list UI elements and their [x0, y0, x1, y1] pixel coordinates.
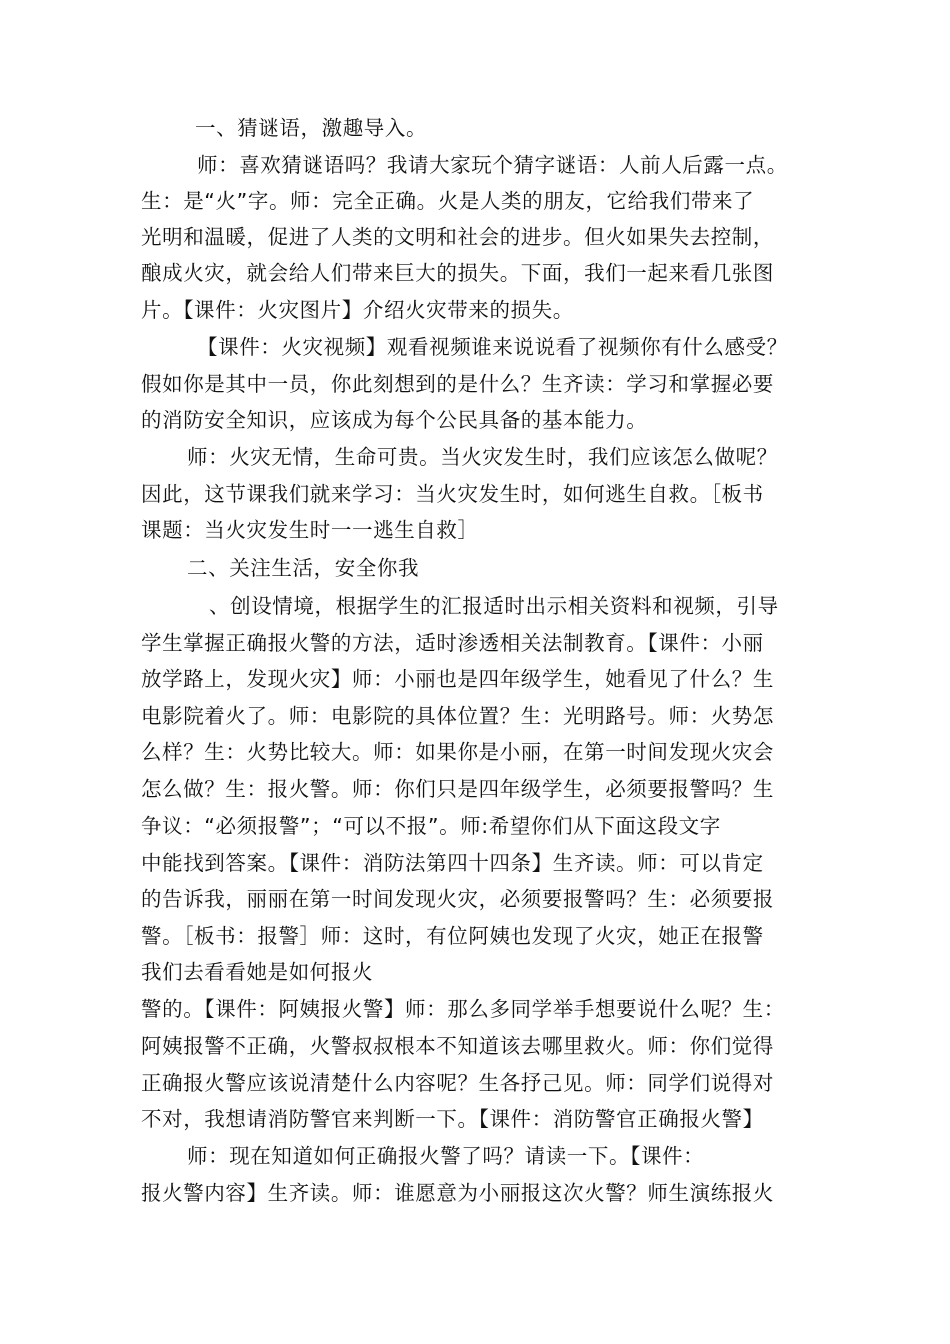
paragraph-line: 师：喜欢猜谜语吗？我请大家玩个猜字谜语：人前人后露一点。	[197, 153, 788, 177]
paragraph-line: 的消防安全知识，应该成为每个公民具备的基本能力。	[141, 408, 648, 432]
paragraph-line: 酿成火灾，就会给人们带来巨大的损失。下面，我们一起来看几张图	[141, 261, 774, 285]
paragraph-line: 报火警内容】生齐读。师：谁愿意为小丽报这次火警？师生演练报火	[141, 1181, 774, 1205]
paragraph-line: 电影院着火了。师：电影院的具体位置？生：光明路号。师：火势怎	[141, 704, 774, 728]
paragraph-line: 么样？生：火势比较大。师：如果你是小丽，在第一时间发现火灾会	[141, 740, 774, 764]
paragraph-line: 放学路上，发现火灾】师：小丽也是四年级学生，她看见了什么？生	[141, 667, 774, 691]
paragraph-line: 不对，我想请消防警官来判断一下。【课件：消防警官正确报火警】	[141, 1107, 764, 1131]
paragraph-line: 假如你是其中一员，你此刻想到的是什么？生齐读：学习和掌握必要	[141, 372, 774, 396]
paragraph-line: 阿姨报警不正确，火警叔叔根本不知道该去哪里救火。师：你们觉得	[141, 1034, 774, 1058]
paragraph-line: 中能找到答案。【课件：消防法第四十四条】生齐读。师：可以肯定	[141, 851, 764, 875]
paragraph-line: 因此，这节课我们就来学习：当火灾发生时，如何逃生自救。［板书	[141, 482, 764, 506]
section-heading-1: 一、猜谜语，激趣导入。	[195, 116, 428, 140]
paragraph-line: 怎么做？生：报火警。师：你们只是四年级学生，必须要报警吗？生	[141, 777, 774, 801]
paragraph-line: 【课件：火灾视频】观看视频谁来说说看了视频你有什么感受？	[197, 335, 788, 359]
paragraph-line: 课题：当火灾发生时一一逃生自救］	[141, 518, 479, 542]
paragraph-line: 正确报火警应该说清楚什么内容呢？生各抒己见。师：同学们说得对	[141, 1071, 774, 1095]
paragraph-line: 警。［板书：报警］师：这时，有位阿姨也发现了火灾，她正在报警	[141, 924, 764, 948]
paragraph-line: 、创设情境，根据学生的汇报适时出示相关资料和视频，引导	[209, 594, 779, 618]
paragraph-line: 师：现在知道如何正确报火警了吗？请读一下。【课件：	[187, 1144, 705, 1168]
paragraph-line: 光明和温暖，促进了人类的文明和社会的进步。但火如果失去控制，	[141, 225, 774, 249]
section-heading-2: 二、关注生活，安全你我	[187, 556, 420, 580]
paragraph-line: 师：火灾无情，生命可贵。当火灾发生时，我们应该怎么做呢？	[187, 445, 778, 469]
paragraph-line: 我们去看看她是如何报火	[141, 960, 374, 984]
paragraph-line: 争议：“必须报警”；“可以不报”。师:希望你们从下面这段文字	[141, 814, 721, 838]
paragraph-line: 警的。【课件：阿姨报火警】师：那么多同学举手想要说什么呢？生：	[141, 997, 785, 1021]
paragraph-line: 生：是“火”字。师：完全正确。火是人类的朋友，它给我们带来了	[141, 189, 755, 213]
paragraph-line: 学生掌握正确报火警的方法，适时渗透相关法制教育。【课件：小丽	[141, 631, 764, 655]
paragraph-line: 片。【课件：火灾图片】介绍火灾带来的损失。	[141, 298, 574, 322]
paragraph-line: 的告诉我，丽丽在第一时间发现火灾，必须要报警吗？生：必须要报	[141, 887, 774, 911]
